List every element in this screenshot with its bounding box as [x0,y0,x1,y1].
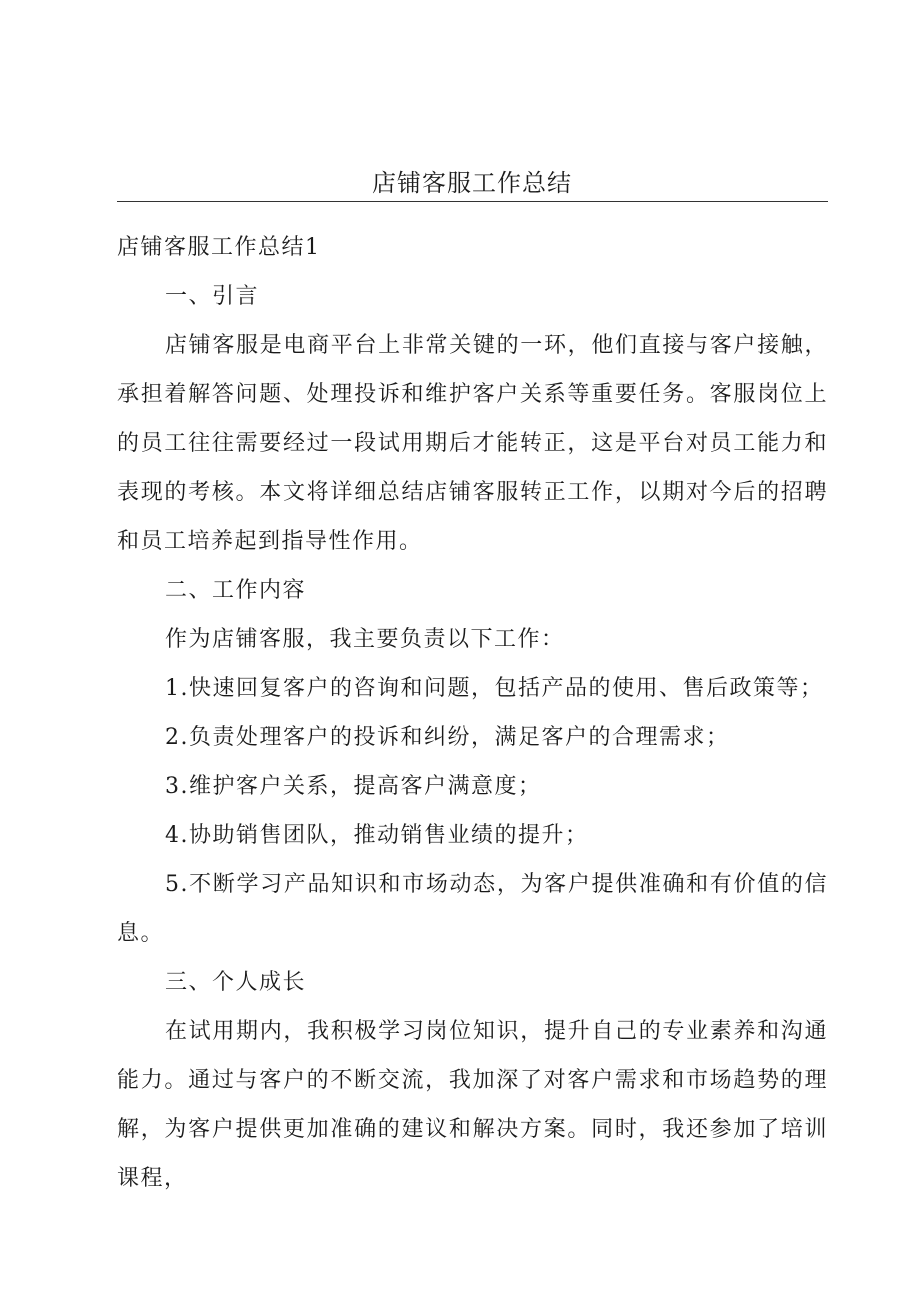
title-divider [117,201,828,202]
work-intro: 作为店铺客服，我主要负责以下工作： [165,627,565,652]
list-item: 3.维护客户关系，提高客户满意度； [165,774,542,799]
list-item: 4.协助销售团队，推动销售业绩的提升； [165,823,589,848]
document-body [117,223,828,1203]
growth-paragraph: 在试用期内，我积极学习岗位知识，提升自己的专业素养和沟通能力。通过与客户的不断交流，我加深了对客户需求和市场趋势的理解，为客户提供更加准确的建议和解决方案。同时，我还参加了培训课程， [117,1019,828,1191]
section-heading-growth: 三、个人成长 [165,970,307,995]
list-item: 2.负责处理客户的投诉和纠纷，满足客户的合理需求； [165,725,730,750]
list-item: 5.不断学习产品知识和市场动态，为客户提供准确和有价值的信息。 [117,872,828,946]
document-subtitle: 店铺客服工作总结1 [117,235,321,260]
section-heading-intro: 一、引言 [165,284,260,309]
document-title: 店铺客服工作总结 [372,169,572,197]
intro-paragraph: 店铺客服是电商平台上非常关键的一环，他们直接与客户接触，承担着解答问题、处理投诉和维护客户关系等重要任务。客服岗位上的员工往往需要经过一段试用期后才能转正，这是平台对员工能力和表现的考核。本文将详细总结店铺客服转正工作，以期对今后的招聘和员工培养起到指导性作用。 [117,333,828,554]
section-heading-work: 二、工作内容 [165,578,307,603]
list-item: 1.快速回复客户的咨询和问题，包括产品的使用、售后政策等； [165,676,824,701]
